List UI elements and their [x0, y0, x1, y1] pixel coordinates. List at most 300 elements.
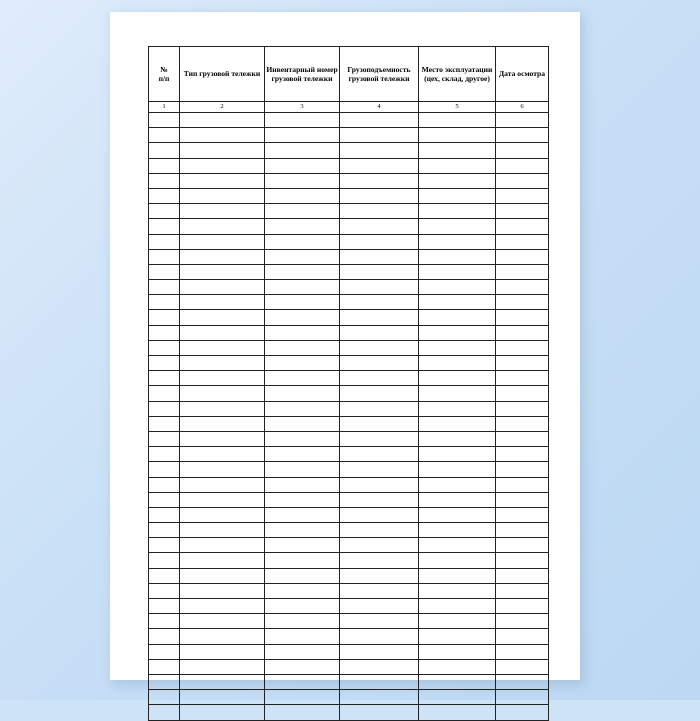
cell-operation-place[interactable] — [419, 614, 496, 629]
cell-number[interactable] — [149, 462, 180, 477]
column-header-trolley-type: Тип грузовой тележки — [180, 47, 265, 102]
cell-load-capacity[interactable] — [340, 674, 419, 689]
cell-number[interactable] — [149, 674, 180, 689]
column-number-row — [149, 102, 549, 113]
cell-inventory-number[interactable] — [265, 340, 340, 355]
cell-load-capacity[interactable] — [340, 264, 419, 279]
cell-trolley-type[interactable] — [180, 447, 265, 462]
cell-inventory-number[interactable] — [265, 371, 340, 386]
column-header-number — [149, 47, 180, 102]
cell-number[interactable] — [149, 401, 180, 416]
cell-inventory-number[interactable] — [265, 204, 340, 219]
cell-operation-place[interactable] — [419, 310, 496, 325]
cargo-trolley-inspection-table — [148, 46, 549, 721]
cell-inventory-number[interactable] — [265, 644, 340, 659]
cell-operation-place[interactable] — [419, 188, 496, 203]
cell-inspection-date[interactable] — [496, 264, 549, 279]
cell-trolley-type[interactable] — [180, 599, 265, 614]
cell-number[interactable] — [149, 538, 180, 553]
cell-inspection-date[interactable] — [496, 416, 549, 431]
cell-inspection-date[interactable] — [496, 401, 549, 416]
cell-operation-place[interactable] — [419, 234, 496, 249]
cell-load-capacity[interactable] — [340, 143, 419, 158]
cell-inventory-number[interactable] — [265, 113, 340, 128]
cell-trolley-type[interactable] — [180, 310, 265, 325]
cell-number[interactable] — [149, 173, 180, 188]
table-row — [149, 629, 549, 644]
cell-inventory-number[interactable] — [265, 659, 340, 674]
table-row — [149, 356, 549, 371]
table-row — [149, 264, 549, 279]
cell-number[interactable] — [149, 705, 180, 720]
cell-operation-place[interactable] — [419, 340, 496, 355]
cell-number[interactable] — [149, 447, 180, 462]
table-row — [149, 310, 549, 325]
table-row — [149, 477, 549, 492]
table-row — [149, 674, 549, 689]
cell-load-capacity[interactable] — [340, 340, 419, 355]
cell-load-capacity[interactable] — [340, 690, 419, 705]
cell-number[interactable] — [149, 629, 180, 644]
column-header-number-line1: № — [160, 64, 168, 74]
cell-trolley-type[interactable] — [180, 538, 265, 553]
cell-inspection-date[interactable] — [496, 113, 549, 128]
cell-inspection-date[interactable] — [496, 310, 549, 325]
cell-inventory-number[interactable] — [265, 477, 340, 492]
cell-inspection-date[interactable] — [496, 128, 549, 143]
table-row — [149, 447, 549, 462]
cell-inspection-date[interactable] — [496, 674, 549, 689]
cell-inspection-date[interactable] — [496, 340, 549, 355]
column-header-load-capacity: Грузоподъемность грузовой тележки — [340, 47, 419, 102]
cell-load-capacity[interactable] — [340, 204, 419, 219]
cell-trolley-type[interactable] — [180, 644, 265, 659]
cell-load-capacity[interactable] — [340, 599, 419, 614]
cell-load-capacity[interactable] — [340, 553, 419, 568]
cell-load-capacity[interactable] — [340, 462, 419, 477]
cell-inspection-date[interactable] — [496, 644, 549, 659]
cell-inspection-date[interactable] — [496, 356, 549, 371]
cell-operation-place[interactable] — [419, 659, 496, 674]
cell-operation-place[interactable] — [419, 143, 496, 158]
cell-trolley-type[interactable] — [180, 614, 265, 629]
cell-load-capacity[interactable] — [340, 280, 419, 295]
cell-load-capacity[interactable] — [340, 219, 419, 234]
column-header-inspection-date: Дата осмотра — [496, 47, 549, 102]
cell-number[interactable] — [149, 158, 180, 173]
cell-inspection-date[interactable] — [496, 386, 549, 401]
cell-trolley-type[interactable] — [180, 583, 265, 598]
table-row — [149, 659, 549, 674]
cell-load-capacity[interactable] — [340, 507, 419, 522]
column-number-4: 4 — [340, 102, 419, 113]
cell-operation-place[interactable] — [419, 553, 496, 568]
cell-trolley-type[interactable] — [180, 234, 265, 249]
cell-operation-place[interactable] — [419, 249, 496, 264]
cell-trolley-type[interactable] — [180, 264, 265, 279]
cell-number[interactable] — [149, 128, 180, 143]
cell-operation-place[interactable] — [419, 507, 496, 522]
table-body — [149, 113, 549, 721]
cell-inspection-date[interactable] — [496, 325, 549, 340]
cell-operation-place[interactable] — [419, 523, 496, 538]
cell-operation-place[interactable] — [419, 401, 496, 416]
cell-operation-place[interactable] — [419, 629, 496, 644]
cell-number[interactable] — [149, 280, 180, 295]
cell-trolley-type[interactable] — [180, 173, 265, 188]
cell-number[interactable] — [149, 386, 180, 401]
cell-number[interactable] — [149, 644, 180, 659]
table-row — [149, 462, 549, 477]
column-header-number-line2: п/п — [158, 74, 170, 83]
column-number-2: 2 — [180, 102, 265, 113]
cell-load-capacity[interactable] — [340, 356, 419, 371]
cell-inventory-number[interactable] — [265, 462, 340, 477]
cell-inspection-date[interactable] — [496, 568, 549, 583]
cell-load-capacity[interactable] — [340, 128, 419, 143]
cell-number[interactable] — [149, 188, 180, 203]
cell-load-capacity[interactable] — [340, 188, 419, 203]
cell-trolley-type[interactable] — [180, 188, 265, 203]
cell-inspection-date[interactable] — [496, 249, 549, 264]
cell-operation-place[interactable] — [419, 599, 496, 614]
cell-trolley-type[interactable] — [180, 416, 265, 431]
cell-inventory-number[interactable] — [265, 295, 340, 310]
cell-load-capacity[interactable] — [340, 538, 419, 553]
cell-number[interactable] — [149, 340, 180, 355]
cell-inventory-number[interactable] — [265, 538, 340, 553]
cell-number[interactable] — [149, 431, 180, 446]
table-row — [149, 507, 549, 522]
cell-operation-place[interactable] — [419, 173, 496, 188]
cell-inventory-number[interactable] — [265, 553, 340, 568]
table-row — [149, 371, 549, 386]
cell-trolley-type[interactable] — [180, 705, 265, 720]
cell-load-capacity[interactable] — [340, 416, 419, 431]
cell-number[interactable] — [149, 492, 180, 507]
cell-load-capacity[interactable] — [340, 310, 419, 325]
cell-inventory-number[interactable] — [265, 416, 340, 431]
column-number-3: 3 — [265, 102, 340, 113]
cell-number[interactable] — [149, 113, 180, 128]
cell-operation-place[interactable] — [419, 583, 496, 598]
cell-load-capacity[interactable] — [340, 431, 419, 446]
table-row — [149, 249, 549, 264]
cell-trolley-type[interactable] — [180, 386, 265, 401]
cell-trolley-type[interactable] — [180, 629, 265, 644]
cell-inventory-number[interactable] — [265, 568, 340, 583]
table-row — [149, 219, 549, 234]
cell-operation-place[interactable] — [419, 492, 496, 507]
cell-load-capacity[interactable] — [340, 325, 419, 340]
cell-inspection-date[interactable] — [496, 507, 549, 522]
cell-trolley-type[interactable] — [180, 219, 265, 234]
cell-number[interactable] — [149, 325, 180, 340]
cell-inventory-number[interactable] — [265, 401, 340, 416]
table-row — [149, 234, 549, 249]
cell-trolley-type[interactable] — [180, 690, 265, 705]
cell-trolley-type[interactable] — [180, 431, 265, 446]
cell-inspection-date[interactable] — [496, 234, 549, 249]
cell-number[interactable] — [149, 310, 180, 325]
cell-trolley-type[interactable] — [180, 280, 265, 295]
cell-load-capacity[interactable] — [340, 158, 419, 173]
cell-inspection-date[interactable] — [496, 629, 549, 644]
cell-inventory-number[interactable] — [265, 188, 340, 203]
table-row — [149, 492, 549, 507]
cell-load-capacity[interactable] — [340, 447, 419, 462]
cell-load-capacity[interactable] — [340, 234, 419, 249]
cell-load-capacity[interactable] — [340, 386, 419, 401]
cell-trolley-type[interactable] — [180, 674, 265, 689]
cell-operation-place[interactable] — [419, 416, 496, 431]
table-row — [149, 188, 549, 203]
table-row — [149, 523, 549, 538]
cell-inspection-date[interactable] — [496, 477, 549, 492]
cell-load-capacity[interactable] — [340, 295, 419, 310]
cell-inventory-number[interactable] — [265, 386, 340, 401]
cell-inventory-number[interactable] — [265, 264, 340, 279]
cell-load-capacity[interactable] — [340, 401, 419, 416]
cell-trolley-type[interactable] — [180, 340, 265, 355]
cell-trolley-type[interactable] — [180, 356, 265, 371]
cell-load-capacity[interactable] — [340, 249, 419, 264]
cell-inventory-number[interactable] — [265, 690, 340, 705]
column-header-inventory-number: Инвентарный номер грузовой тележки — [265, 47, 340, 102]
cell-operation-place[interactable] — [419, 644, 496, 659]
cell-inspection-date[interactable] — [496, 705, 549, 720]
cell-trolley-type[interactable] — [180, 507, 265, 522]
cell-trolley-type[interactable] — [180, 492, 265, 507]
cell-number[interactable] — [149, 583, 180, 598]
cell-load-capacity[interactable] — [340, 644, 419, 659]
cell-load-capacity[interactable] — [340, 583, 419, 598]
table-row — [149, 401, 549, 416]
cell-number[interactable] — [149, 204, 180, 219]
cell-trolley-type[interactable] — [180, 401, 265, 416]
cell-operation-place[interactable] — [419, 447, 496, 462]
cell-operation-place[interactable] — [419, 431, 496, 446]
cell-inspection-date[interactable] — [496, 447, 549, 462]
cell-number[interactable] — [149, 371, 180, 386]
cell-number[interactable] — [149, 523, 180, 538]
cell-operation-place[interactable] — [419, 325, 496, 340]
table-header — [149, 47, 549, 113]
column-number-6: 6 — [496, 102, 549, 113]
cell-inventory-number[interactable] — [265, 158, 340, 173]
cell-trolley-type[interactable] — [180, 462, 265, 477]
cell-load-capacity[interactable] — [340, 173, 419, 188]
cell-load-capacity[interactable] — [340, 477, 419, 492]
cell-operation-place[interactable] — [419, 568, 496, 583]
cell-trolley-type[interactable] — [180, 325, 265, 340]
cell-inventory-number[interactable] — [265, 143, 340, 158]
cell-inspection-date[interactable] — [496, 690, 549, 705]
column-number-5: 5 — [419, 102, 496, 113]
cell-number[interactable] — [149, 659, 180, 674]
cell-operation-place[interactable] — [419, 386, 496, 401]
column-header-operation-place: Место эксплуатации (цех, склад, другое) — [419, 47, 496, 102]
table-row — [149, 325, 549, 340]
cell-trolley-type[interactable] — [180, 158, 265, 173]
cell-inventory-number[interactable] — [265, 431, 340, 446]
cell-number[interactable] — [149, 295, 180, 310]
cell-inspection-date[interactable] — [496, 173, 549, 188]
cell-number[interactable] — [149, 690, 180, 705]
cell-load-capacity[interactable] — [340, 568, 419, 583]
cell-inspection-date[interactable] — [496, 583, 549, 598]
cell-inventory-number[interactable] — [265, 599, 340, 614]
cell-inventory-number[interactable] — [265, 629, 340, 644]
cell-inspection-date[interactable] — [496, 492, 549, 507]
cell-number[interactable] — [149, 234, 180, 249]
cell-operation-place[interactable] — [419, 674, 496, 689]
cell-operation-place[interactable] — [419, 477, 496, 492]
table-row — [149, 583, 549, 598]
table-row — [149, 386, 549, 401]
cell-number[interactable] — [149, 568, 180, 583]
cell-trolley-type[interactable] — [180, 143, 265, 158]
table-row — [149, 599, 549, 614]
cell-load-capacity[interactable] — [340, 523, 419, 538]
cell-inventory-number[interactable] — [265, 583, 340, 598]
table-row — [149, 644, 549, 659]
cell-operation-place[interactable] — [419, 158, 496, 173]
cell-load-capacity[interactable] — [340, 614, 419, 629]
cell-inventory-number[interactable] — [265, 705, 340, 720]
cell-inspection-date[interactable] — [496, 523, 549, 538]
cell-inspection-date[interactable] — [496, 371, 549, 386]
cell-inspection-date[interactable] — [496, 659, 549, 674]
cell-number[interactable] — [149, 553, 180, 568]
cell-trolley-type[interactable] — [180, 113, 265, 128]
cell-operation-place[interactable] — [419, 264, 496, 279]
cell-load-capacity[interactable] — [340, 492, 419, 507]
cell-inspection-date[interactable] — [496, 143, 549, 158]
cell-inventory-number[interactable] — [265, 128, 340, 143]
cell-number[interactable] — [149, 599, 180, 614]
cell-load-capacity[interactable] — [340, 705, 419, 720]
cell-inventory-number[interactable] — [265, 447, 340, 462]
cell-operation-place[interactable] — [419, 371, 496, 386]
cell-trolley-type[interactable] — [180, 477, 265, 492]
cell-operation-place[interactable] — [419, 690, 496, 705]
table-row — [149, 614, 549, 629]
cell-operation-place[interactable] — [419, 113, 496, 128]
document-sheet — [148, 46, 546, 654]
cell-trolley-type[interactable] — [180, 659, 265, 674]
cell-inventory-number[interactable] — [265, 492, 340, 507]
table-row — [149, 705, 549, 720]
table-row — [149, 690, 549, 705]
cell-inspection-date[interactable] — [496, 599, 549, 614]
cell-operation-place[interactable] — [419, 356, 496, 371]
cell-inventory-number[interactable] — [265, 280, 340, 295]
cell-load-capacity[interactable] — [340, 113, 419, 128]
table-row — [149, 204, 549, 219]
cell-operation-place[interactable] — [419, 462, 496, 477]
table-row — [149, 173, 549, 188]
cell-number[interactable] — [149, 143, 180, 158]
table-row — [149, 553, 549, 568]
cell-operation-place[interactable] — [419, 295, 496, 310]
cell-trolley-type[interactable] — [180, 523, 265, 538]
cell-number[interactable] — [149, 249, 180, 264]
cell-load-capacity[interactable] — [340, 629, 419, 644]
cell-inventory-number[interactable] — [265, 674, 340, 689]
cell-number[interactable] — [149, 264, 180, 279]
cell-inspection-date[interactable] — [496, 538, 549, 553]
cell-trolley-type[interactable] — [180, 249, 265, 264]
table-header-row — [149, 47, 549, 102]
cell-trolley-type[interactable] — [180, 553, 265, 568]
cell-inspection-date[interactable] — [496, 431, 549, 446]
cell-inspection-date[interactable] — [496, 158, 549, 173]
table-row — [149, 128, 549, 143]
cell-inspection-date[interactable] — [496, 280, 549, 295]
document-page — [110, 12, 580, 680]
cell-inventory-number[interactable] — [265, 614, 340, 629]
table-row — [149, 113, 549, 128]
cell-operation-place[interactable] — [419, 128, 496, 143]
cell-load-capacity[interactable] — [340, 659, 419, 674]
table-row — [149, 280, 549, 295]
cell-number[interactable] — [149, 507, 180, 522]
cell-operation-place[interactable] — [419, 705, 496, 720]
cell-number[interactable] — [149, 614, 180, 629]
cell-inventory-number[interactable] — [265, 310, 340, 325]
cell-inventory-number[interactable] — [265, 507, 340, 522]
cell-trolley-type[interactable] — [180, 128, 265, 143]
cell-inspection-date[interactable] — [496, 553, 549, 568]
cell-trolley-type[interactable] — [180, 568, 265, 583]
cell-inspection-date[interactable] — [496, 204, 549, 219]
cell-inspection-date[interactable] — [496, 295, 549, 310]
cell-number[interactable] — [149, 416, 180, 431]
table-row — [149, 158, 549, 173]
cell-number[interactable] — [149, 356, 180, 371]
cell-inventory-number[interactable] — [265, 234, 340, 249]
cell-operation-place[interactable] — [419, 538, 496, 553]
cell-inspection-date[interactable] — [496, 614, 549, 629]
table-row — [149, 568, 549, 583]
table-row — [149, 340, 549, 355]
cell-trolley-type[interactable] — [180, 204, 265, 219]
cell-inventory-number[interactable] — [265, 325, 340, 340]
cell-inventory-number[interactable] — [265, 173, 340, 188]
cell-inspection-date[interactable] — [496, 462, 549, 477]
table-row — [149, 431, 549, 446]
cell-inspection-date[interactable] — [496, 188, 549, 203]
table-row — [149, 538, 549, 553]
cell-operation-place[interactable] — [419, 204, 496, 219]
cell-inventory-number[interactable] — [265, 219, 340, 234]
cell-trolley-type[interactable] — [180, 295, 265, 310]
cell-inventory-number[interactable] — [265, 523, 340, 538]
table-row — [149, 295, 549, 310]
cell-load-capacity[interactable] — [340, 371, 419, 386]
table-row — [149, 143, 549, 158]
cell-operation-place[interactable] — [419, 280, 496, 295]
cell-trolley-type[interactable] — [180, 371, 265, 386]
column-number-1: 1 — [149, 102, 180, 113]
cell-operation-place[interactable] — [419, 219, 496, 234]
cell-number[interactable] — [149, 477, 180, 492]
cell-number[interactable] — [149, 219, 180, 234]
cell-inventory-number[interactable] — [265, 356, 340, 371]
cell-inspection-date[interactable] — [496, 219, 549, 234]
cell-inventory-number[interactable] — [265, 249, 340, 264]
